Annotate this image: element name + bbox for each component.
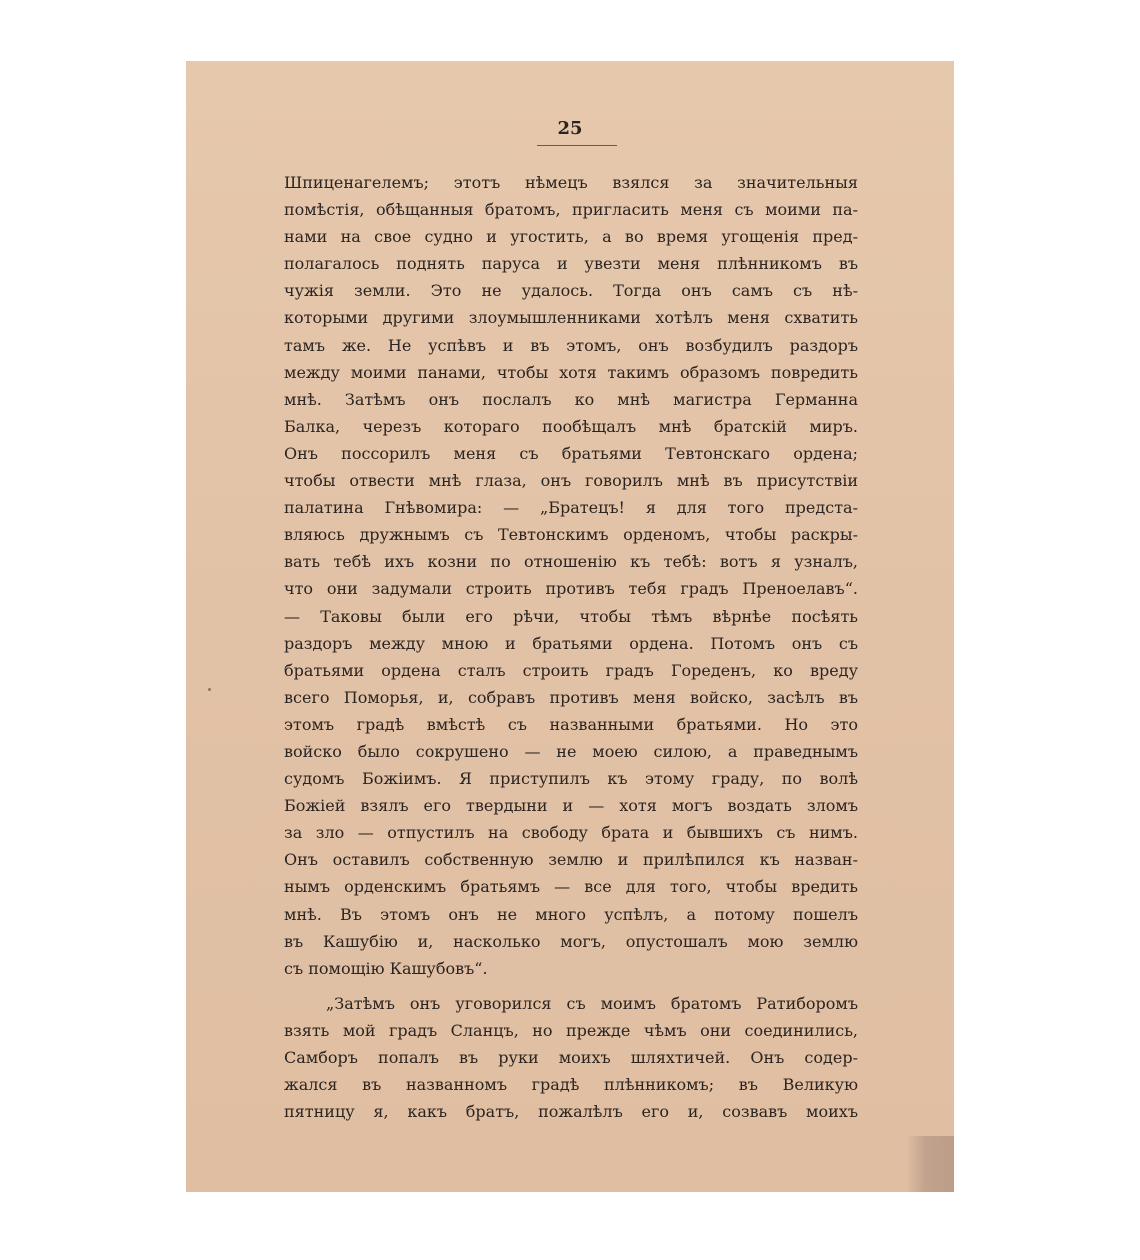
text-line: чужія земли. Это не удалось. Тогда онъ самъ съ нѣ- xyxy=(284,281,858,301)
text-line: палатина Гнѣвомира: — „Братецъ! я для того предста- xyxy=(284,498,858,518)
text-line: за зло — отпустилъ на свободу брата и бывшихъ съ нимъ. xyxy=(284,823,858,843)
text-line: войско было сокрушено — не моею силою, а праведнымъ xyxy=(284,741,858,761)
text-line: — Таковы были его рѣчи, чтобы тѣмъ вѣрнѣе посѣять xyxy=(284,606,858,626)
paragraph-2 xyxy=(284,990,858,1125)
text-line: что они задумали строить противъ тебя градъ Преноелавъ“. xyxy=(284,579,858,599)
text-line: мнѣ. Затѣмъ онъ послалъ ко мнѣ магистра Германна xyxy=(284,389,858,409)
text-line: судомъ Божіимъ. Я приступилъ къ этому граду, по волѣ xyxy=(284,769,858,789)
book-page xyxy=(186,61,954,1192)
text-line: въ Кашубію и, насколько могъ, опустошалъ мою землю xyxy=(284,931,858,951)
text-line: жался въ названномъ градѣ плѣнникомъ; въ Великую xyxy=(284,1075,858,1095)
text-line: Балка, черезъ котораго пообѣщалъ мнѣ братскій миръ. xyxy=(284,416,858,436)
text-line: помѣстія, обѣщанныя братомъ, пригласить меня съ моими па- xyxy=(284,200,858,220)
text-line: братьями ордена сталъ строить градъ Гореденъ, ко вреду xyxy=(284,660,858,680)
text-line: пятницу я, какъ братъ, пожалѣлъ его и, созвавъ моихъ xyxy=(284,1102,858,1122)
page-corner-shadow xyxy=(906,1136,954,1192)
page-number: 25 xyxy=(557,118,583,139)
text-line: „Затѣмъ онъ уговорился съ моимъ братомъ Ратиборомъ xyxy=(326,993,858,1013)
paragraph-gap xyxy=(284,982,858,990)
text-line: Шпиценагелемъ; этотъ нѣмецъ взялся за значительныя xyxy=(284,173,858,192)
text-line: съ помощію Кашубовъ“. xyxy=(284,958,488,978)
text-line: раздоръ между мною и братьями ордена. Потомъ онъ съ xyxy=(284,633,858,653)
paragraph-1 xyxy=(284,169,858,982)
text-line: которыми другими злоумышленниками хотѣлъ меня схватить xyxy=(284,308,858,328)
text-line: Божіей взялъ его твердыни и — хотя могъ воздать зломъ xyxy=(284,796,858,816)
text-line: нами на свое судно и угостить, а во время угощенія пред- xyxy=(284,227,858,247)
text-line: Онъ поссорилъ меня съ братьями Тевтонскаго ордена; xyxy=(284,443,858,463)
text-line: всего Поморья, и, собравъ противъ меня войско, засѣлъ въ xyxy=(284,687,858,707)
text-line: этомъ градѣ вмѣстѣ съ названными братьями. Но это xyxy=(284,714,858,734)
text-line: Самборъ попалъ въ руки моихъ шляхтичей. Онъ содер- xyxy=(284,1048,858,1067)
text-line: между моими панами, чтобы хотя такимъ образомъ повредить xyxy=(284,362,858,382)
text-line: мнѣ. Въ этомъ онъ не много успѣлъ, а потому пошелъ xyxy=(284,904,858,924)
text-line: Онъ оставилъ собственную землю и прилѣпился къ назван- xyxy=(284,850,858,870)
page-body-text xyxy=(284,169,858,1125)
text-line: полагалось поднять паруса и увезти меня плѣнникомъ въ xyxy=(284,254,858,274)
text-line: тамъ же. Не успѣвъ и въ этомъ, онъ возбудилъ раздоръ xyxy=(284,335,858,355)
text-line: вляюсь дружнымъ съ Тевтонскимъ орденомъ, чтобы раскры- xyxy=(284,525,858,545)
page-number-rule xyxy=(537,145,617,146)
text-line: взять мой градъ Сланцъ, но прежде чѣмъ они соединились, xyxy=(284,1020,858,1040)
text-line: чтобы отвести мнѣ глаза, онъ говорилъ мнѣ въ присутствіи xyxy=(284,471,858,491)
text-line: вать тебѣ ихъ козни по отношенію къ тебѣ: вотъ я узналъ, xyxy=(284,552,858,572)
paper-speck xyxy=(208,688,211,691)
text-line: нымъ орденскимъ братьямъ — все для того, чтобы вредить xyxy=(284,877,858,897)
